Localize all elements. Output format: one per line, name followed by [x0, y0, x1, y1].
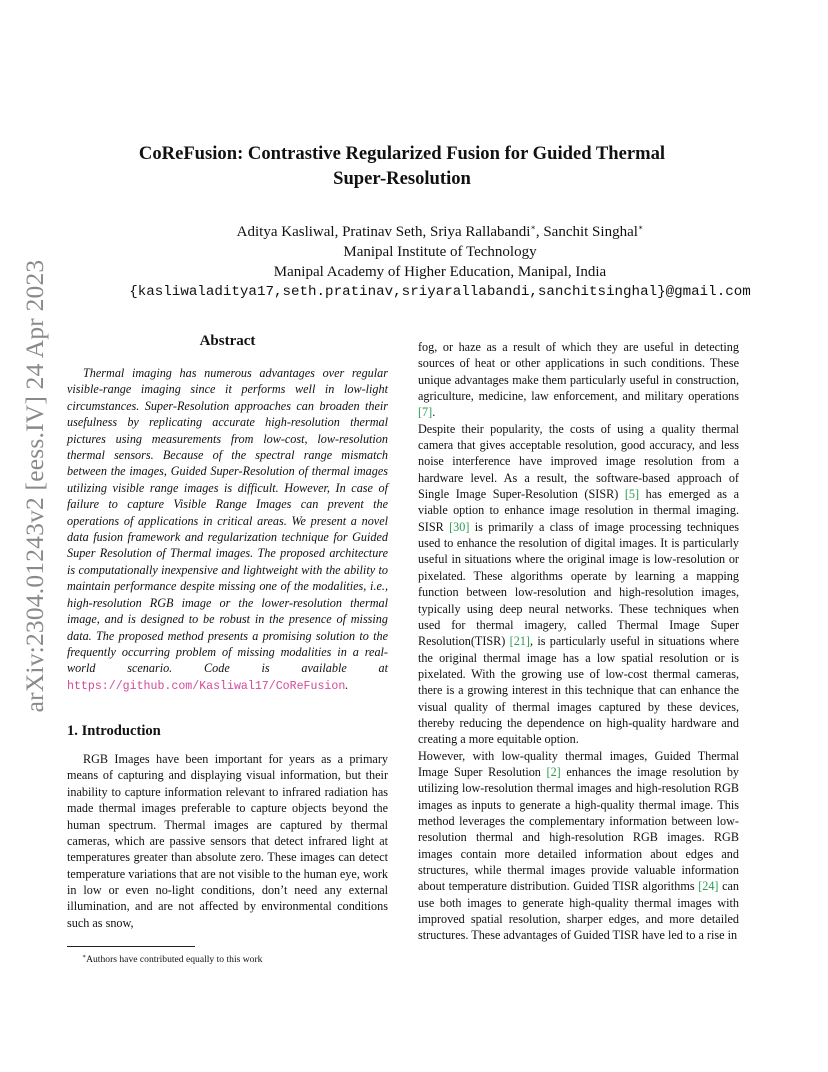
right-paragraph-1-end: . [432, 405, 436, 420]
right-paragraph-2 [418, 421, 739, 748]
citation-21[interactable]: [21] [509, 634, 530, 649]
right-column [418, 339, 739, 944]
right-paragraph-2-text-d: , is particularly useful in situations where the original thermal image has a low spatial resolution or is pixelated. With the growing use of low-cost thermal cameras, there is a growing interest in this technique that can enhance the visual quality of thermal images captured by these devices, thereby reducing the dependence on high-quality hardware and creating a more equitable option. [418, 634, 740, 747]
right-paragraph-3 [418, 748, 739, 944]
footnote-text: Authors have contributed equally to this work [86, 954, 263, 965]
right-paragraph-3-text-c: can use both images to generate high-quality thermal images with improved spatial resolution, sharper edges, and more detailed structures. These advantages of Guided TISR have led to a rise in [418, 879, 739, 943]
equal-contribution-mark-2: ∗ [637, 223, 644, 232]
right-paragraph-3-text-b: enhances the image resolution by utilizing low-resolution thermal images and high-resolution RGB images as inputs to generate a high-quality thermal image. This method leverages the complementary information between low-resolution thermal and high-resolution RGB images. RGB images contain more detailed information about edges and structures, while thermal images provide valuable information about temperature distribution. Guided TISR algorithms [418, 764, 740, 894]
abstract-end: . [345, 677, 349, 692]
abstract-body: Thermal imaging has numerous advantages over regular visible-range imaging since it performs well in low-light circumstances. Super-Resolution approaches can broaden their usefulness by replicating accurate high-resolution thermal pictures using measurements from low-cost, low-resolution thermal sensors. Because of the spectral range mismatch between the images, Guided Super-Resolution of thermal images utilizing visible range images is difficult. However, In case of failure to capture Visible Range Images can prevent the operations of applications in critical areas. We present a novel data fusion framework and regularization technique for Guided Super Resolution of Thermal images. The proposed architecture is computationally inexpensive and lightweight with the ability to maintain performance despite missing one of the modalities, i.e., high-resolution RGB image or the lower-resolution thermal image, and is designed to be robust in the presence of missing data. The proposed method presents a promising solution to the frequently occurring problem of missing modalities in a real-world scenario. Code is available at [67, 366, 388, 676]
citation-2[interactable]: [2] [546, 764, 561, 779]
abstract-text [67, 365, 388, 695]
author-emails: {kasliwaladitya17,seth.pratinav,sriyarallabandi,sanchitsinghal}@gmail.com [129, 284, 751, 300]
right-paragraph-1 [418, 339, 739, 421]
footnote-rule [67, 946, 195, 947]
equal-contribution-mark: ∗ [530, 223, 536, 232]
author-names [60, 218, 820, 242]
paper-title [100, 141, 704, 191]
citation-7[interactable]: [7] [418, 405, 433, 420]
arxiv-identifier-text: arXiv:2304.01243v2 [eess.IV] 24 Apr 2023 [20, 259, 49, 713]
author-names-part-2: , Sanchit Singhal [535, 224, 638, 240]
citation-5[interactable]: [5] [624, 487, 640, 502]
abstract-heading: Abstract [199, 333, 256, 349]
citation-24[interactable]: [24] [698, 879, 719, 894]
right-paragraph-3-text-a: However, with low-quality thermal images, Guided Thermal Image Super Resolution [418, 748, 739, 779]
introduction-paragraph-1: RGB Images have been important for years as a primary means of capturing and displaying visual information, but their inability to capture information relevant to infrared radiation has made thermal images preferable to capture objects beyond the human spectrum. Thermal images are captured by thermal cameras, which are passive sensors that detect infrared light at temperatures greater than absolute zero. These images can detect temperature variations that are not visible to the human eye, work in low or even no-light conditions, don’t need any external illumination, and are not affected by environmental conditions such as snow, [67, 752, 388, 930]
author-block [60, 218, 820, 302]
author-names-part-1: Aditya Kasliwal, Pratinav Seth, Sriya Rallabandi [236, 224, 531, 240]
paper-title-line-2: Super-Resolution [333, 168, 471, 189]
code-link[interactable]: https://github.com/Kasliwal17/CoReFusion [67, 679, 346, 693]
affiliation-academy: Manipal Academy of Higher Education, Manipal, India [273, 264, 607, 280]
section-heading-introduction: 1. Introduction [67, 723, 161, 740]
paper-title-line-1: CoReFusion: Contrastive Regularized Fusion for Guided Thermal [138, 143, 666, 164]
footnote-mark: ∗ [82, 954, 87, 960]
right-paragraph-2-text-c: is primarily a class of image processing techniques used to enhance the resolution of digital images. It is particularly useful in situations where the original image is low-resolution or pixelated. These algorithms operate by learning a mapping function between low-resolution and high-resolution images, typically using deep neural networks. These techniques when used for thermal imagery, called Thermal Image Super Resolution(TISR) [418, 519, 739, 649]
right-paragraph-2-text-a: Despite their popularity, the costs of using a quality thermal camera that gives acceptable resolution, good accuracy, and less noise interference have improved image resolution from a hardware level. As a result, the software-based approach of Single Image Super-Resolution (SISR) [418, 421, 739, 502]
left-column [67, 331, 388, 931]
footnote [82, 951, 262, 966]
right-paragraph-1-text: fog, or haze as a result of which they are useful in detecting sources of heat or other applications in such conditions. These unique advantages make them particularly useful in construction, agriculture, medicine, law enforcement, and military operations [418, 340, 739, 404]
right-paragraph-2-text-b: has emerged as a viable option to enhance image resolution in thermal imaging. SISR [418, 487, 739, 534]
arxiv-identifier [20, 259, 50, 713]
citation-30[interactable]: [30] [449, 519, 470, 534]
affiliation-institute: Manipal Institute of Technology [343, 244, 537, 260]
